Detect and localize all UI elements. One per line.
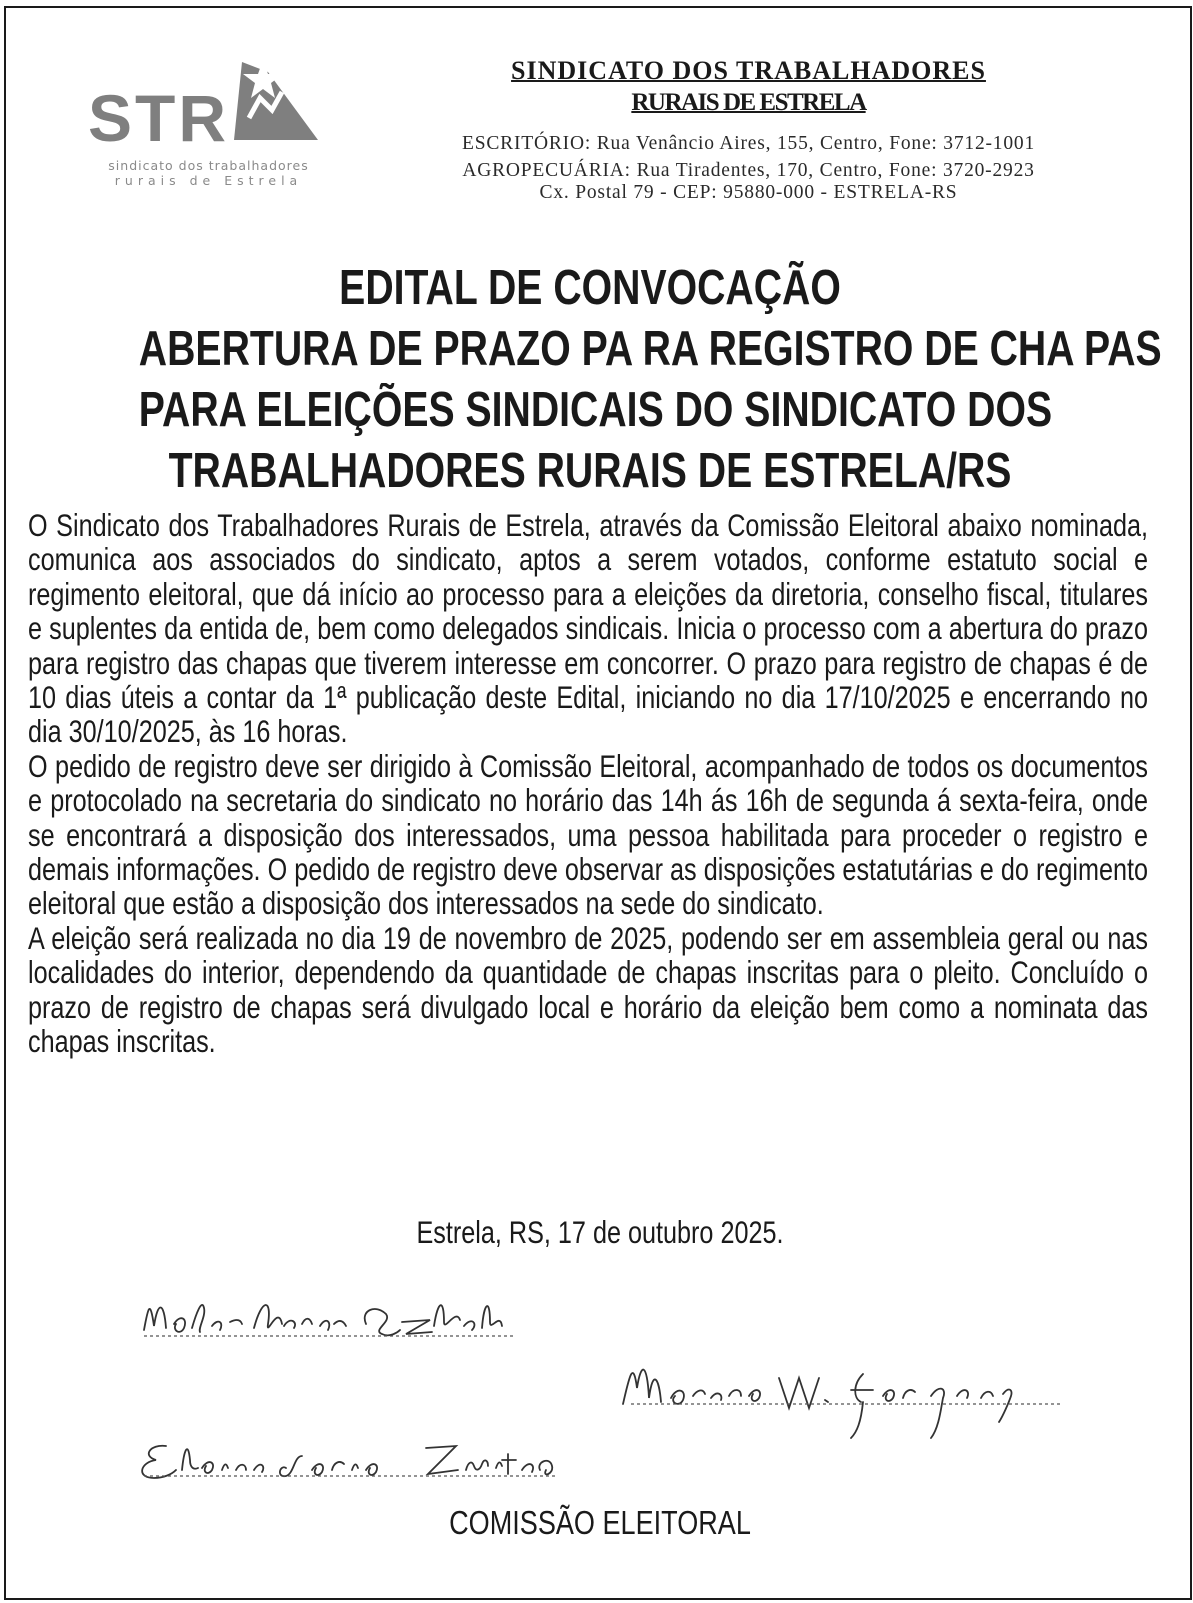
electoral-commission-label: COMISSÃO ELEITORAL	[449, 1504, 751, 1541]
body-paragraph-1: O Sindicato dos Trabalhadores Rurais de Estrela, através da Comissão Eleitoral abaixo nominada, comunica aos associados do sindicato, aptos a serem votados, conforme estatuto social e regimento eleitoral, que dá início ao processo para a eleições da diretoria, conselho fiscal, titulares e suplentes da entida de, bem como delegados sindicais. Inicia o processo com a abertura do prazo para registro das chapas que tiverem interesse em concorrer. O prazo para registro de chapas é de 10 dias úteis a contar da 1ª publicação deste Edital, iniciando no dia 17/10/2025 e encerrando no dia 30/10/2025, às 16 horas.	[28, 507, 1148, 750]
body-paragraph-2: O pedido de registro deve ser dirigido à Comissão Eleitoral, acompanhado de todos os documentos e protocolado na secretaria do sindicato no horário das 14h ás 16h de segunda á sexta-feira, onde se encontrará a disposição dos interessados, uma pessoa habilitada para proceder o registro e demais informações. O pedido de registro deve observar as disposições estatutárias e do regimento eleitoral que estão a disposição dos interessados na sede do sindicato.	[28, 747, 1148, 922]
notice-body	[28, 508, 1148, 1059]
title-line-1: EDITAL DE CONVOCAÇÃO	[339, 261, 841, 315]
notice-frame	[4, 6, 1192, 1600]
notice-title	[26, 258, 1162, 502]
str-logo	[82, 58, 332, 198]
logo-abbr: STR	[88, 81, 229, 155]
title-line-4: TRABALHADORES RURAIS DE ESTRELA/RS	[168, 444, 1012, 498]
agro-address: AGROPECUÁRIA: Rua Tiradentes, 170, Centro, Fone: 3720-2923	[462, 160, 1035, 181]
logo-caption-line1: sindicato dos trabalhadores	[108, 158, 309, 173]
place-and-date: Estrela, RS, 17 de outubro 2025.	[416, 1214, 784, 1250]
letterhead	[396, 56, 1101, 202]
postal-address: Cx. Postal 79 - CEP: 95880-000 - ESTRELA-RS	[539, 182, 958, 203]
star-mountain-icon	[82, 58, 332, 158]
office-address: ESCRITÓRIO: Rua Venâncio Aires, 155, Centro, Fone: 3712-1001	[461, 133, 1035, 154]
signature-1	[134, 1278, 524, 1358]
org-name-line1: SINDICATO DOS TRABALHADORES	[511, 56, 986, 85]
signature-2	[611, 1348, 1071, 1458]
org-name-line2: RURAIS DE ESTRELA	[631, 89, 866, 116]
body-paragraph-3: A eleição será realizada no dia 19 de novembro de 2025, podendo ser em assembleia geral ou nas localidades do interior, dependendo da quantidade de chapas inscritas para o pleito. Concluído o prazo de registro de chapas será divulgado local e horário da eleição bem como a nominata das chapas inscritas.	[28, 919, 1148, 1060]
title-line-2: ABERTURA DE PRAZO PA RA REGISTRO DE CHA PAS	[138, 322, 1162, 376]
logo-caption-line2: rurais de Estrela	[114, 173, 303, 188]
title-line-3: PARA ELEIÇÕES SINDICAIS DO SINDICATO DOS	[138, 383, 1053, 437]
signature-3	[136, 1424, 576, 1494]
